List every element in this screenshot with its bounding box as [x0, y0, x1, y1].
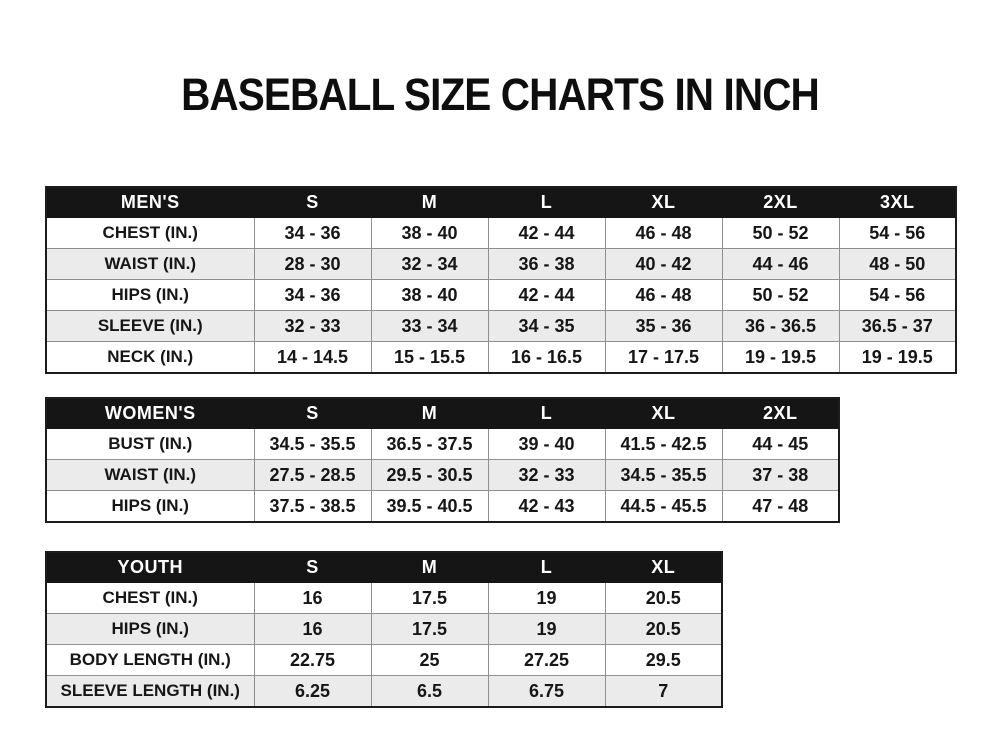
size-header-cell: 2XL [722, 187, 839, 218]
value-cell: 36.5 - 37.5 [371, 429, 488, 460]
row-label-cell: WAIST (IN.) [46, 460, 254, 491]
size-header-cell: 2XL [722, 398, 839, 429]
value-cell: 37.5 - 38.5 [254, 491, 371, 523]
table-row [46, 342, 956, 374]
table-row [46, 676, 722, 708]
value-cell: 44.5 - 45.5 [605, 491, 722, 523]
size-header-cell: XL [605, 398, 722, 429]
value-cell: 38 - 40 [371, 218, 488, 249]
value-cell: 48 - 50 [839, 249, 956, 280]
row-label-cell: HIPS (IN.) [46, 491, 254, 523]
value-cell: 20.5 [605, 583, 722, 614]
row-label-cell: CHEST (IN.) [46, 218, 254, 249]
value-cell: 54 - 56 [839, 218, 956, 249]
size-header-cell: XL [605, 187, 722, 218]
size-header-cell: XL [605, 552, 722, 583]
value-cell: 38 - 40 [371, 280, 488, 311]
size-header-cell: S [254, 552, 371, 583]
row-label-cell: CHEST (IN.) [46, 583, 254, 614]
group-header-cell: MEN'S [46, 187, 254, 218]
size-header-cell: 3XL [839, 187, 956, 218]
value-cell: 16 [254, 614, 371, 645]
value-cell: 39 - 40 [488, 429, 605, 460]
value-cell: 54 - 56 [839, 280, 956, 311]
value-cell: 37 - 38 [722, 460, 839, 491]
value-cell: 41.5 - 42.5 [605, 429, 722, 460]
table-row [46, 280, 956, 311]
value-cell: 6.75 [488, 676, 605, 708]
header-row [46, 552, 722, 583]
value-cell: 39.5 - 40.5 [371, 491, 488, 523]
value-cell: 33 - 34 [371, 311, 488, 342]
value-cell: 17 - 17.5 [605, 342, 722, 374]
value-cell: 36.5 - 37 [839, 311, 956, 342]
mens-size-table-section [45, 186, 957, 374]
value-cell: 42 - 44 [488, 280, 605, 311]
size-header-cell: S [254, 187, 371, 218]
value-cell: 16 - 16.5 [488, 342, 605, 374]
value-cell: 14 - 14.5 [254, 342, 371, 374]
row-label-cell: BODY LENGTH (IN.) [46, 645, 254, 676]
row-label-cell: SLEEVE (IN.) [46, 311, 254, 342]
table-row [46, 645, 722, 676]
value-cell: 40 - 42 [605, 249, 722, 280]
size-header-cell: L [488, 398, 605, 429]
value-cell: 34.5 - 35.5 [605, 460, 722, 491]
value-cell: 19 [488, 583, 605, 614]
value-cell: 32 - 34 [371, 249, 488, 280]
row-label-cell: HIPS (IN.) [46, 280, 254, 311]
table-row [46, 491, 839, 523]
value-cell: 27.25 [488, 645, 605, 676]
value-cell: 29.5 [605, 645, 722, 676]
row-label-cell: NECK (IN.) [46, 342, 254, 374]
size-header-cell: M [371, 398, 488, 429]
value-cell: 20.5 [605, 614, 722, 645]
size-header-cell: M [371, 187, 488, 218]
value-cell: 36 - 36.5 [722, 311, 839, 342]
value-cell: 17.5 [371, 583, 488, 614]
value-cell: 25 [371, 645, 488, 676]
value-cell: 42 - 43 [488, 491, 605, 523]
value-cell: 28 - 30 [254, 249, 371, 280]
value-cell: 6.5 [371, 676, 488, 708]
table-row [46, 249, 956, 280]
value-cell: 36 - 38 [488, 249, 605, 280]
row-label-cell: HIPS (IN.) [46, 614, 254, 645]
table-row [46, 429, 839, 460]
value-cell: 29.5 - 30.5 [371, 460, 488, 491]
youth-size-table-section [45, 551, 723, 708]
value-cell: 19 - 19.5 [722, 342, 839, 374]
value-cell: 50 - 52 [722, 218, 839, 249]
table-row [46, 460, 839, 491]
value-cell: 34 - 35 [488, 311, 605, 342]
value-cell: 34 - 36 [254, 218, 371, 249]
table-row [46, 583, 722, 614]
value-cell: 16 [254, 583, 371, 614]
value-cell: 46 - 48 [605, 280, 722, 311]
value-cell: 35 - 36 [605, 311, 722, 342]
value-cell: 50 - 52 [722, 280, 839, 311]
page-title: BASEBALL SIZE CHARTS IN INCH [181, 69, 819, 120]
row-label-cell: SLEEVE LENGTH (IN.) [46, 676, 254, 708]
row-label-cell: BUST (IN.) [46, 429, 254, 460]
size-header-cell: S [254, 398, 371, 429]
womens-size-table [45, 397, 840, 523]
value-cell: 44 - 46 [722, 249, 839, 280]
value-cell: 27.5 - 28.5 [254, 460, 371, 491]
group-header-cell: YOUTH [46, 552, 254, 583]
size-header-cell: L [488, 187, 605, 218]
size-header-cell: M [371, 552, 488, 583]
value-cell: 22.75 [254, 645, 371, 676]
value-cell: 19 - 19.5 [839, 342, 956, 374]
header-row [46, 187, 956, 218]
value-cell: 47 - 48 [722, 491, 839, 523]
table-row [46, 614, 722, 645]
value-cell: 7 [605, 676, 722, 708]
value-cell: 17.5 [371, 614, 488, 645]
youth-size-table [45, 551, 723, 708]
value-cell: 19 [488, 614, 605, 645]
value-cell: 44 - 45 [722, 429, 839, 460]
value-cell: 32 - 33 [488, 460, 605, 491]
header-row [46, 398, 839, 429]
row-label-cell: WAIST (IN.) [46, 249, 254, 280]
size-header-cell: L [488, 552, 605, 583]
value-cell: 34 - 36 [254, 280, 371, 311]
group-header-cell: WOMEN'S [46, 398, 254, 429]
value-cell: 46 - 48 [605, 218, 722, 249]
value-cell: 34.5 - 35.5 [254, 429, 371, 460]
mens-size-table [45, 186, 957, 374]
table-row [46, 311, 956, 342]
value-cell: 32 - 33 [254, 311, 371, 342]
value-cell: 6.25 [254, 676, 371, 708]
table-row [46, 218, 956, 249]
womens-size-table-section [45, 397, 840, 523]
value-cell: 15 - 15.5 [371, 342, 488, 374]
value-cell: 42 - 44 [488, 218, 605, 249]
